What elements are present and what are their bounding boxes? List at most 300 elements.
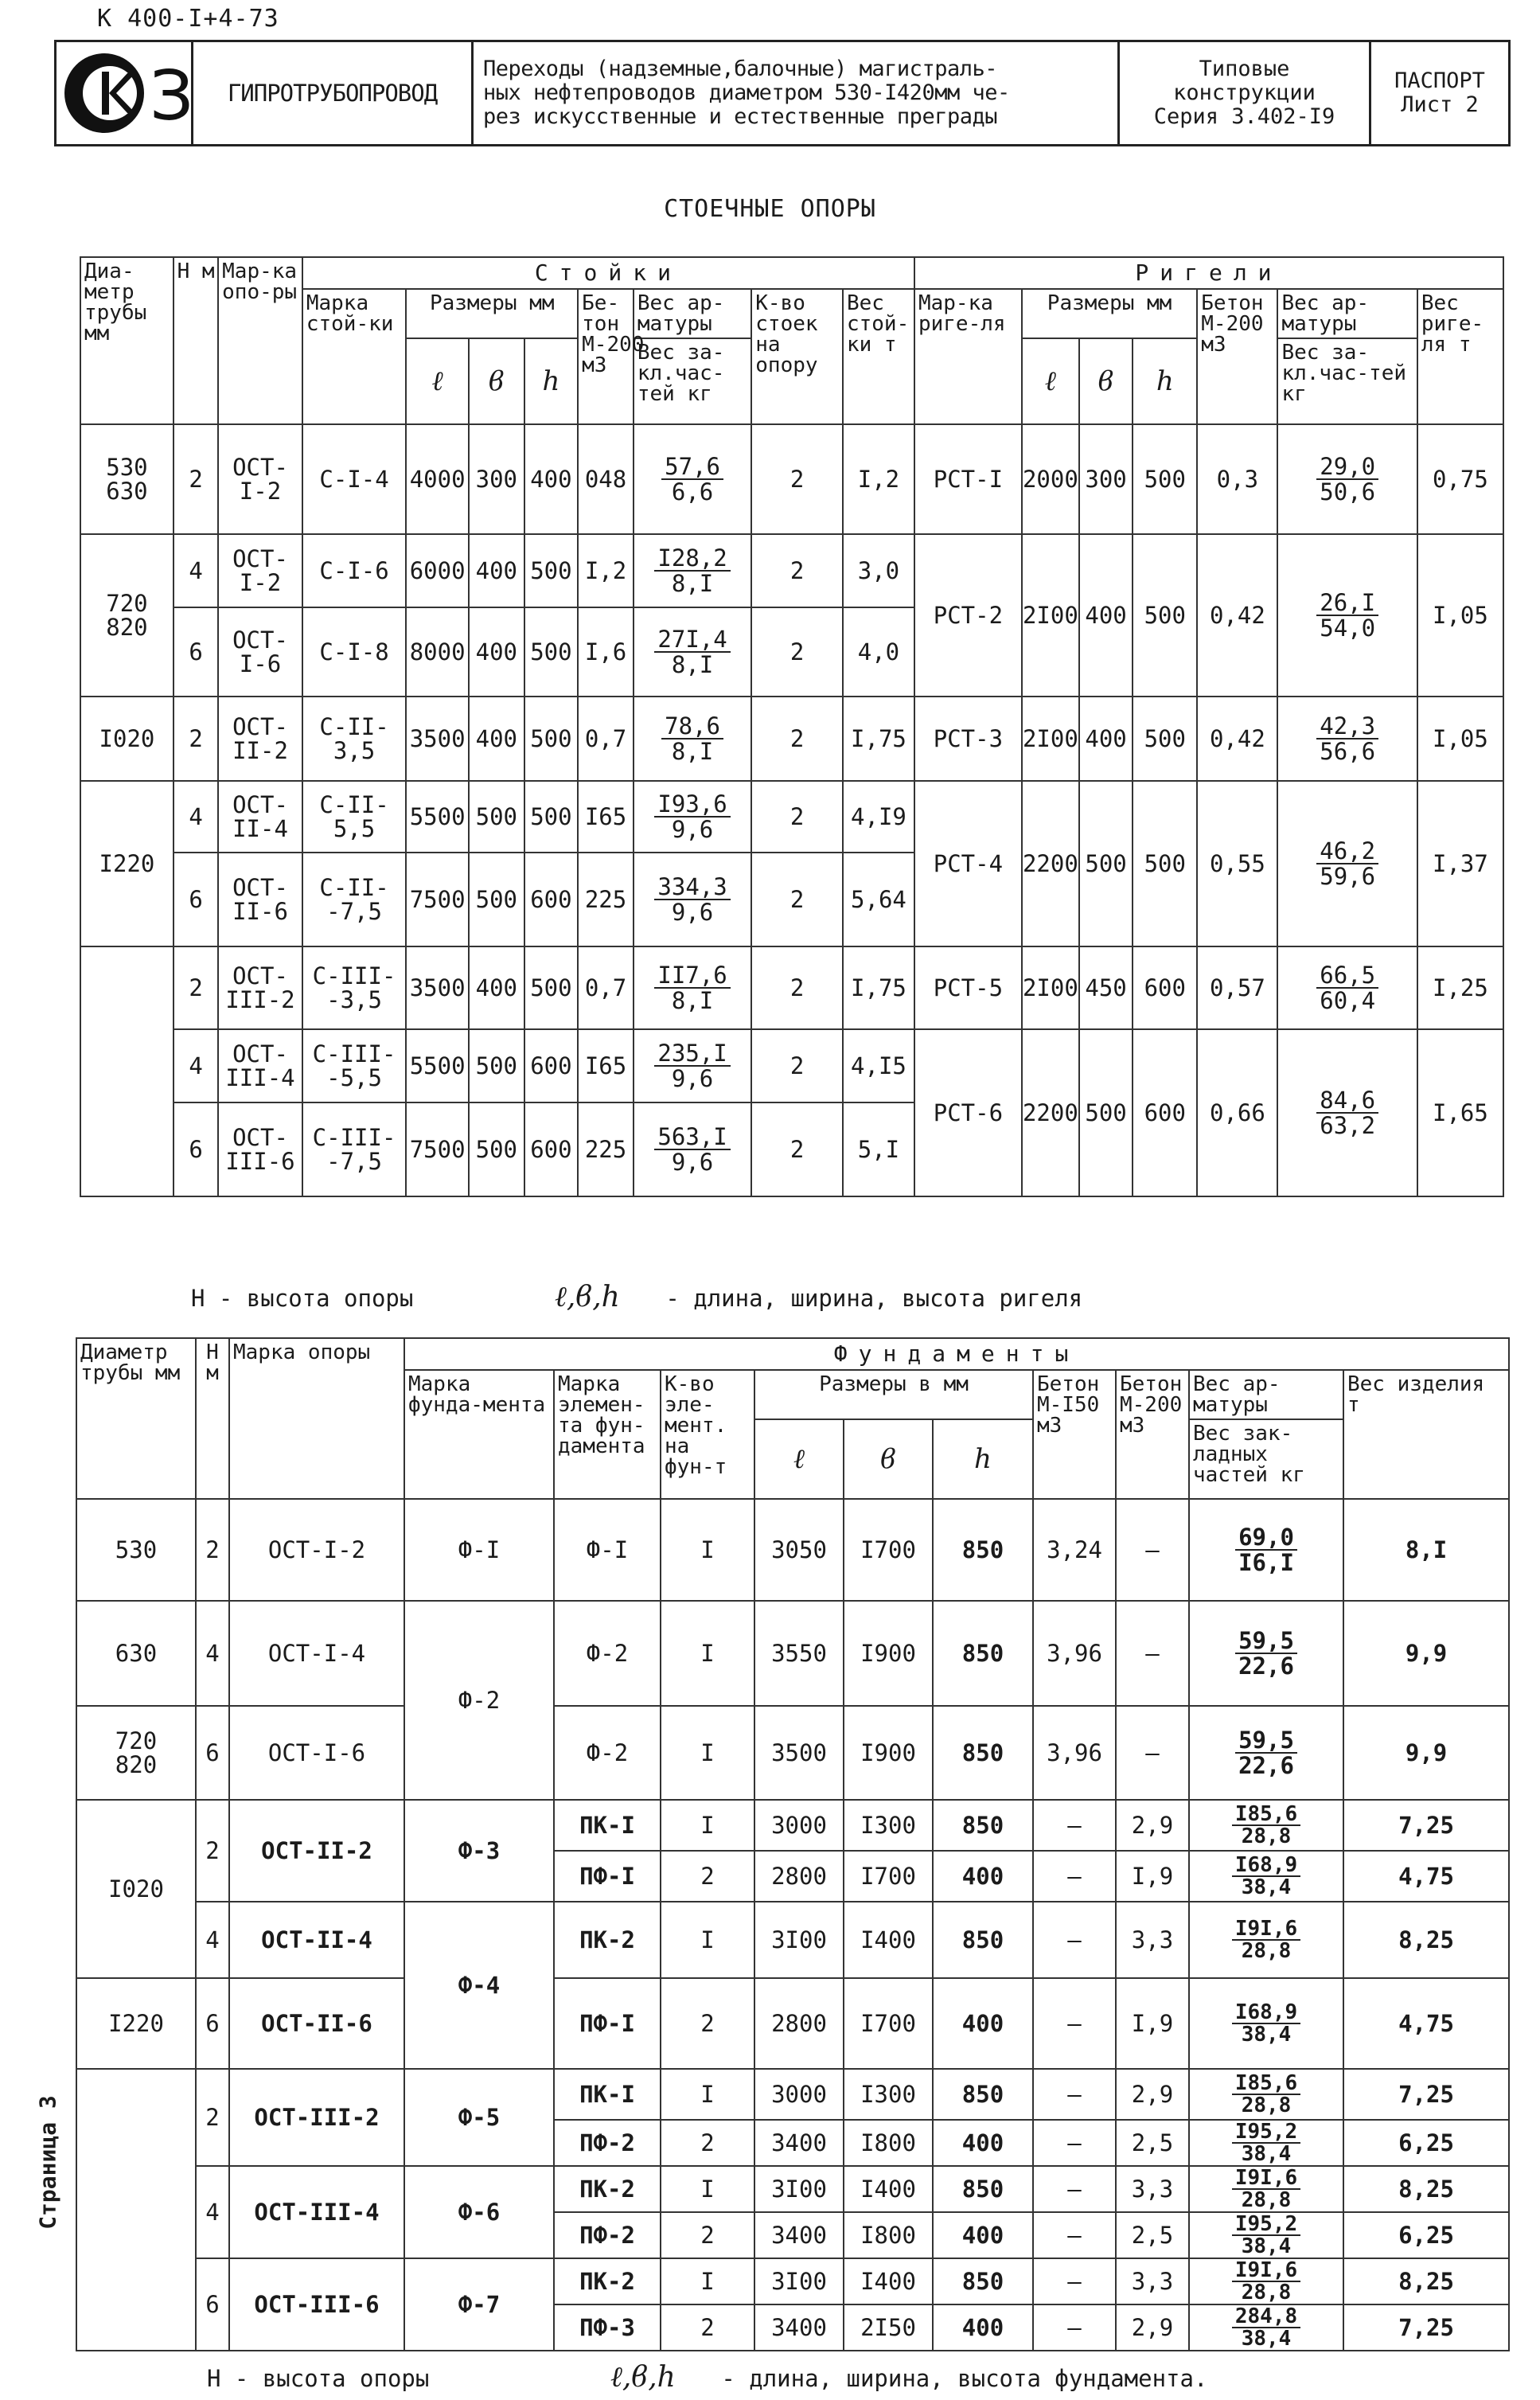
cell-crossbar-width: 450 bbox=[1079, 946, 1133, 1029]
cell-element-count: I bbox=[661, 1800, 754, 1851]
fraction bbox=[1316, 591, 1378, 640]
embedded-weight: 38,4 bbox=[1241, 2234, 1292, 2258]
cell-diameter: I020 bbox=[76, 1800, 196, 1978]
cell-element-mark: ПФ-2 bbox=[554, 2120, 661, 2166]
cell-item-weight: 7,25 bbox=[1343, 2304, 1509, 2351]
rebar-weight: 235,I bbox=[654, 1041, 730, 1067]
rebar-weight: 69,0 bbox=[1235, 1525, 1297, 1551]
rebar-weight: 26,I bbox=[1316, 591, 1378, 616]
cell-element-count: 2 bbox=[661, 2304, 754, 2351]
embedded-weight: 50,6 bbox=[1320, 478, 1376, 505]
cell-column-count: 2 bbox=[751, 697, 843, 781]
cell-support-mark: ОСТ-I-6 bbox=[218, 607, 302, 697]
cell-height: 4 bbox=[173, 534, 218, 607]
cell-rebar-fraction bbox=[634, 1102, 751, 1196]
cell-concrete-150: – bbox=[1033, 1851, 1116, 1902]
col-header-length: ℓ bbox=[754, 1419, 844, 1499]
cell-width: I700 bbox=[844, 1499, 933, 1601]
cell-rebar-fraction bbox=[1189, 1499, 1343, 1601]
cell-h: 600 bbox=[524, 1029, 578, 1102]
cell-height: 2 bbox=[173, 697, 218, 781]
embedded-weight: 59,6 bbox=[1320, 863, 1376, 890]
cell-element-count: 2 bbox=[661, 1851, 754, 1902]
rebar-weight: I9I,6 bbox=[1232, 2260, 1300, 2282]
rebar-weight: I95,2 bbox=[1232, 2214, 1300, 2236]
col-header-embedded-weight: Вес за-кл.час-тей кг bbox=[634, 338, 751, 424]
cell-crossbar-mark: РСТ-3 bbox=[914, 697, 1022, 781]
cell-element-mark: ПК-2 bbox=[554, 2166, 661, 2212]
cell-rebar-fraction bbox=[1189, 1978, 1343, 2069]
col-header-crossbar-concrete: Бетон М-200 м3 bbox=[1197, 289, 1277, 424]
cell-crossbar-concrete: 0,3 bbox=[1197, 424, 1277, 534]
embedded-weight: 38,4 bbox=[1241, 2023, 1292, 2047]
cell-h: 850 bbox=[933, 2069, 1033, 2120]
cell-diameter: 530 bbox=[76, 1499, 196, 1601]
cell-rebar-fraction bbox=[1189, 1800, 1343, 1851]
cell-element-count: I bbox=[661, 1902, 754, 1978]
embedded-weight: 54,0 bbox=[1320, 615, 1376, 642]
cell-element-mark: Ф-2 bbox=[554, 1706, 661, 1800]
rebar-weight: I85,6 bbox=[1232, 1804, 1300, 1826]
cell-rebar-fraction bbox=[1189, 1601, 1343, 1706]
cell-concrete-200: I,9 bbox=[1116, 1851, 1189, 1902]
cell-column-weight: I,75 bbox=[843, 946, 914, 1029]
cell-concrete-200: 2,5 bbox=[1116, 2212, 1189, 2258]
cell-h: 850 bbox=[933, 1800, 1033, 1851]
fraction bbox=[1232, 2121, 1300, 2164]
cell-length: 4000 bbox=[406, 424, 469, 534]
col-header-column-count: К-во стоек на опору bbox=[751, 289, 843, 424]
cell-column-count: 2 bbox=[751, 534, 843, 607]
cell-width: I400 bbox=[844, 2258, 933, 2304]
col-header-diameter: Диа-метр трубы мм bbox=[80, 257, 173, 424]
fraction bbox=[1316, 963, 1378, 1013]
cell-concrete-200: 3,3 bbox=[1116, 1902, 1189, 1978]
cell-column-weight: 4,I5 bbox=[843, 1029, 914, 1102]
cell-width: I300 bbox=[844, 1800, 933, 1851]
cell-rebar-fraction bbox=[1189, 1851, 1343, 1902]
cell-diameter bbox=[76, 2069, 196, 2351]
fraction bbox=[654, 627, 730, 677]
rebar-weight: II7,6 bbox=[654, 963, 730, 989]
cell-element-count: I bbox=[661, 2069, 754, 2120]
cell-concrete-200: – bbox=[1116, 1499, 1189, 1601]
cell-concrete: 225 bbox=[578, 1102, 634, 1196]
embedded-weight: 28,8 bbox=[1241, 2188, 1292, 2212]
logo bbox=[57, 42, 193, 144]
cell-rebar-fraction bbox=[1189, 2258, 1343, 2304]
cell-concrete: 0,7 bbox=[578, 946, 634, 1029]
cell-element-count: 2 bbox=[661, 1978, 754, 2069]
cell-column-count: 2 bbox=[751, 424, 843, 534]
cell-crossbar-rebar-fraction bbox=[1277, 781, 1417, 946]
cell-item-weight: 4,75 bbox=[1343, 1851, 1509, 1902]
cell-concrete-150: – bbox=[1033, 1978, 1116, 2069]
table-row bbox=[76, 2069, 1509, 2120]
cell-width: 400 bbox=[469, 697, 524, 781]
cell-width: 500 bbox=[469, 781, 524, 853]
cell-width: 2I50 bbox=[844, 2304, 933, 2351]
cell-support-mark: ОСТ-II-2 bbox=[229, 1800, 404, 1902]
rebar-weight: 84,6 bbox=[1316, 1088, 1378, 1114]
cell-crossbar-concrete: 0,57 bbox=[1197, 946, 1277, 1029]
cell-column-mark: С-I-8 bbox=[302, 607, 406, 697]
col-header-width: ϐ bbox=[844, 1419, 933, 1499]
cell-column-count: 2 bbox=[751, 1102, 843, 1196]
table-row bbox=[80, 534, 1503, 607]
cell-crossbar-length: 2I00 bbox=[1022, 697, 1079, 781]
cell-crossbar-length: 2200 bbox=[1022, 781, 1079, 946]
col-header-element-mark: Марка элемен-та фун-дамента bbox=[554, 1370, 661, 1499]
cell-diameter: I220 bbox=[76, 1978, 196, 2069]
cell-rebar-fraction bbox=[634, 1029, 751, 1102]
cell-column-weight: I,75 bbox=[843, 697, 914, 781]
cell-height: 6 bbox=[173, 607, 218, 697]
cell-column-weight: 4,0 bbox=[843, 607, 914, 697]
fraction bbox=[1232, 1804, 1300, 1847]
cell-length: 3050 bbox=[754, 1499, 844, 1601]
cell-h: 600 bbox=[524, 1102, 578, 1196]
cell-rebar-fraction bbox=[634, 607, 751, 697]
cell-element-mark: Ф-I bbox=[554, 1499, 661, 1601]
rebar-weight: 59,5 bbox=[1235, 1629, 1297, 1654]
cell-rebar-fraction bbox=[634, 534, 751, 607]
rebar-weight: I68,9 bbox=[1232, 1855, 1300, 1877]
cell-concrete-200: 3,3 bbox=[1116, 2258, 1189, 2304]
cell-crossbar-mark: РСТ-2 bbox=[914, 534, 1022, 697]
cell-diameter: 530 630 bbox=[80, 424, 173, 534]
fraction bbox=[1235, 1728, 1297, 1778]
cell-column-weight: 4,I9 bbox=[843, 781, 914, 853]
rebar-weight: 563,I bbox=[654, 1125, 730, 1150]
cell-crossbar-length: 2200 bbox=[1022, 1029, 1079, 1196]
cell-column-mark: С-II-3,5 bbox=[302, 697, 406, 781]
cell-column-mark: С-I-4 bbox=[302, 424, 406, 534]
col-header-column-weight: Вес стой-ки т bbox=[843, 289, 914, 424]
rebar-weight: I28,2 bbox=[654, 546, 730, 572]
cell-concrete-150: 3,24 bbox=[1033, 1499, 1116, 1601]
fraction bbox=[1316, 1088, 1378, 1138]
cell-element-mark: ПК-2 bbox=[554, 2258, 661, 2304]
cell-h: 500 bbox=[524, 607, 578, 697]
rebar-weight: I68,9 bbox=[1232, 2002, 1300, 2024]
cell-width: 500 bbox=[469, 1029, 524, 1102]
embedded-weight: 6,6 bbox=[671, 478, 714, 505]
cell-rebar-fraction bbox=[634, 781, 751, 853]
cell-height: 6 bbox=[173, 853, 218, 946]
cell-length: 8000 bbox=[406, 607, 469, 697]
fraction bbox=[654, 792, 730, 841]
cell-concrete: 225 bbox=[578, 853, 634, 946]
section-title: СТОЕЧНЫЕ ОПОРЫ bbox=[664, 195, 876, 223]
cell-height: 6 bbox=[196, 1706, 229, 1800]
cell-rebar-fraction bbox=[634, 946, 751, 1029]
cell-width: I700 bbox=[844, 1851, 933, 1902]
cell-width: 500 bbox=[469, 1102, 524, 1196]
fraction bbox=[1235, 1525, 1297, 1575]
embedded-weight: 38,4 bbox=[1241, 1875, 1292, 1899]
cell-column-weight: 5,64 bbox=[843, 853, 914, 946]
table-row bbox=[76, 1978, 1509, 2069]
cell-length: 7500 bbox=[406, 1102, 469, 1196]
col-header-crossbar-rebar: Вес ар-матуры bbox=[1277, 289, 1417, 338]
cell-h: 400 bbox=[933, 2120, 1033, 2166]
legend-dimensions: - длина, ширина, высота ригеля bbox=[665, 1285, 1083, 1312]
side-page-label: Страница 3 bbox=[34, 2095, 61, 2230]
cell-diameter: I020 bbox=[80, 697, 173, 781]
cell-item-weight: 7,25 bbox=[1343, 1800, 1509, 1851]
cell-rebar-fraction bbox=[1189, 1902, 1343, 1978]
cell-length: 3500 bbox=[406, 697, 469, 781]
cell-support-mark: ОСТ-III-4 bbox=[229, 2166, 404, 2258]
fraction bbox=[1316, 714, 1378, 763]
legend-symbols: ℓ,ϐ,h bbox=[610, 2361, 676, 2394]
cell-crossbar-width: 500 bbox=[1079, 1029, 1133, 1196]
cell-crossbar-concrete: 0,55 bbox=[1197, 781, 1277, 946]
cell-item-weight: 7,25 bbox=[1343, 2069, 1509, 2120]
cell-item-weight: 6,25 bbox=[1343, 2120, 1509, 2166]
col-header-sizes: Размеры в мм bbox=[754, 1370, 1033, 1419]
cell-length: 3400 bbox=[754, 2212, 844, 2258]
cell-length: 2800 bbox=[754, 1978, 844, 2069]
cell-column-count: 2 bbox=[751, 946, 843, 1029]
embedded-weight: 60,4 bbox=[1320, 987, 1376, 1014]
cell-column-weight: I,2 bbox=[843, 424, 914, 534]
cell-crossbar-rebar-fraction bbox=[1277, 946, 1417, 1029]
cell-height: 2 bbox=[173, 946, 218, 1029]
cell-crossbar-h: 600 bbox=[1133, 946, 1197, 1029]
cell-crossbar-mark: РСТ-6 bbox=[914, 1029, 1022, 1196]
cell-concrete-200: I,9 bbox=[1116, 1978, 1189, 2069]
cell-element-count: I bbox=[661, 1706, 754, 1800]
cell-length: 3000 bbox=[754, 2069, 844, 2120]
cell-concrete-150: – bbox=[1033, 2120, 1116, 2166]
legend-crossbar bbox=[191, 1280, 1082, 1313]
cell-element-mark: ПК-I bbox=[554, 2069, 661, 2120]
cell-h: 850 bbox=[933, 1499, 1033, 1601]
cell-length: 3500 bbox=[406, 946, 469, 1029]
cell-crossbar-h: 600 bbox=[1133, 1029, 1197, 1196]
fraction bbox=[654, 1125, 730, 1174]
fraction bbox=[1232, 2073, 1300, 2116]
cell-support-mark: ОСТ-III-2 bbox=[218, 946, 302, 1029]
legend-dimensions: - длина, ширина, высота фундамента. bbox=[721, 2365, 1208, 2392]
cell-length: 6000 bbox=[406, 534, 469, 607]
cell-crossbar-h: 500 bbox=[1133, 697, 1197, 781]
cell-h: 500 bbox=[524, 946, 578, 1029]
cell-crossbar-h: 500 bbox=[1133, 534, 1197, 697]
cell-column-mark: С-III--7,5 bbox=[302, 1102, 406, 1196]
cell-height: 4 bbox=[173, 781, 218, 853]
cell-width: I700 bbox=[844, 1978, 933, 2069]
col-header-column-mark: Марка стой-ки bbox=[302, 289, 406, 424]
col-header-width: ϐ bbox=[1079, 338, 1133, 424]
cell-crossbar-width: 500 bbox=[1079, 781, 1133, 946]
cell-height: 2 bbox=[173, 424, 218, 534]
table-row bbox=[80, 946, 1503, 1029]
cell-length: 3400 bbox=[754, 2304, 844, 2351]
cell-rebar-fraction bbox=[634, 853, 751, 946]
title-block bbox=[54, 40, 1511, 146]
cell-support-mark: ОСТ-I-6 bbox=[229, 1706, 404, 1800]
cell-concrete-150: – bbox=[1033, 2166, 1116, 2212]
foundations-table bbox=[76, 1337, 1510, 2351]
embedded-weight: 28,8 bbox=[1241, 2281, 1292, 2304]
cell-crossbar-weight: I,05 bbox=[1417, 534, 1503, 697]
embedded-weight: 8,I bbox=[671, 651, 714, 678]
cell-h: 850 bbox=[933, 1902, 1033, 1978]
cell-crossbar-mark: РСТ-4 bbox=[914, 781, 1022, 946]
col-header-h: h bbox=[933, 1419, 1033, 1499]
cell-height: 2 bbox=[196, 1499, 229, 1601]
embedded-weight: 28,8 bbox=[1241, 1824, 1292, 1848]
cell-support-mark: ОСТ-III-2 bbox=[229, 2069, 404, 2166]
embedded-weight: 9,6 bbox=[671, 816, 714, 843]
supports-table bbox=[80, 256, 1504, 1197]
col-header-rebar-weight: Вес ар-матуры bbox=[634, 289, 751, 338]
cell-item-weight: 8,I bbox=[1343, 1499, 1509, 1601]
title-line: рез искусственные и естественные преграды bbox=[483, 104, 997, 129]
cell-width: I400 bbox=[844, 2166, 933, 2212]
cell-diameter: I220 bbox=[80, 781, 173, 946]
fraction bbox=[1235, 1629, 1297, 1678]
col-header-h: h bbox=[524, 338, 578, 424]
cell-diameter: 720 820 bbox=[80, 534, 173, 697]
legend-height: Н - высота опоры bbox=[207, 2365, 430, 2392]
col-header-crossbar-embedded: Вес за-кл.час-тей кг bbox=[1277, 338, 1417, 424]
cell-concrete-200: 2,9 bbox=[1116, 2304, 1189, 2351]
cell-element-count: I bbox=[661, 1499, 754, 1601]
col-header-element-count: К-во эле-мент. на фун-т bbox=[661, 1370, 754, 1499]
table-row bbox=[76, 2166, 1509, 2212]
table-row bbox=[80, 424, 1503, 534]
cell-column-count: 2 bbox=[751, 853, 843, 946]
cell-foundation-mark: Ф-7 bbox=[404, 2258, 554, 2351]
cell-length: 5500 bbox=[406, 781, 469, 853]
cell-crossbar-rebar-fraction bbox=[1277, 424, 1417, 534]
rebar-weight: 284,8 bbox=[1232, 2306, 1300, 2328]
cell-h: 400 bbox=[933, 2212, 1033, 2258]
fraction bbox=[1232, 2168, 1300, 2211]
cell-height: 2 bbox=[196, 1800, 229, 1902]
cell-column-count: 2 bbox=[751, 607, 843, 697]
cell-concrete-200: 3,3 bbox=[1116, 2166, 1189, 2212]
cell-crossbar-weight: I,37 bbox=[1417, 781, 1503, 946]
embedded-weight: 8,I bbox=[671, 570, 714, 597]
col-header-crossbar-mark: Мар-ка риге-ля bbox=[914, 289, 1022, 424]
cell-support-mark: ОСТ-II-4 bbox=[229, 1902, 404, 1978]
cell-support-mark: ОСТ-I-2 bbox=[218, 534, 302, 607]
cell-crossbar-h: 500 bbox=[1133, 781, 1197, 946]
table-row bbox=[76, 1499, 1509, 1601]
rebar-weight: 59,5 bbox=[1235, 1728, 1297, 1754]
cell-item-weight: 8,25 bbox=[1343, 1902, 1509, 1978]
embedded-weight: 56,6 bbox=[1320, 738, 1376, 765]
table-row bbox=[76, 1902, 1509, 1978]
cell-height: 6 bbox=[173, 1102, 218, 1196]
col-header-crossbar-sizes: Размеры мм bbox=[1022, 289, 1197, 338]
cell-element-count: I bbox=[661, 2166, 754, 2212]
rebar-weight: 42,3 bbox=[1316, 714, 1378, 740]
cell-element-count: 2 bbox=[661, 2212, 754, 2258]
cell-concrete: 048 bbox=[578, 424, 634, 534]
cell-width: I800 bbox=[844, 2212, 933, 2258]
cell-h: 400 bbox=[933, 2304, 1033, 2351]
table-row bbox=[76, 1601, 1509, 1706]
cell-item-weight: 9,9 bbox=[1343, 1601, 1509, 1706]
cell-length: 5500 bbox=[406, 1029, 469, 1102]
cell-rebar-fraction bbox=[1189, 2166, 1343, 2212]
cell-support-mark: ОСТ-I-4 bbox=[229, 1601, 404, 1706]
cell-rebar-fraction bbox=[634, 424, 751, 534]
cell-foundation-mark: Ф-2 bbox=[404, 1601, 554, 1800]
cell-element-mark: ПФ-3 bbox=[554, 2304, 661, 2351]
col-header-concrete-200: Бетон М-200 м3 bbox=[1116, 1370, 1189, 1499]
cell-column-mark: С-III--5,5 bbox=[302, 1029, 406, 1102]
cell-concrete-150: – bbox=[1033, 1800, 1116, 1851]
cell-support-mark: ОСТ-I-2 bbox=[218, 424, 302, 534]
cell-crossbar-h: 500 bbox=[1133, 424, 1197, 534]
cell-column-mark: С-III--3,5 bbox=[302, 946, 406, 1029]
organization-name: ГИПРОТРУБОПРОВОД bbox=[193, 42, 474, 144]
cell-height: 6 bbox=[196, 1978, 229, 2069]
cell-concrete: I65 bbox=[578, 781, 634, 853]
table-row bbox=[80, 1029, 1503, 1102]
cell-diameter: 630 bbox=[76, 1601, 196, 1706]
col-header-width: ϐ bbox=[469, 338, 524, 424]
embedded-weight: 9,6 bbox=[671, 899, 714, 926]
cell-width: 400 bbox=[469, 946, 524, 1029]
col-header-support-mark: Мар-ка опо-ры bbox=[218, 257, 302, 424]
cell-h: 600 bbox=[524, 853, 578, 946]
fraction bbox=[1316, 839, 1378, 888]
cell-width: I900 bbox=[844, 1601, 933, 1706]
cell-crossbar-width: 400 bbox=[1079, 697, 1133, 781]
fraction bbox=[1232, 2002, 1300, 2045]
fraction bbox=[654, 546, 730, 595]
cell-crossbar-concrete: 0,42 bbox=[1197, 534, 1277, 697]
cell-width: 400 bbox=[469, 607, 524, 697]
cell-support-mark: ОСТ-II-2 bbox=[218, 697, 302, 781]
cell-h: 400 bbox=[933, 1978, 1033, 2069]
cell-support-mark: ОСТ-III-4 bbox=[218, 1029, 302, 1102]
cell-crossbar-width: 400 bbox=[1079, 534, 1133, 697]
passport-line: Лист 2 bbox=[1401, 92, 1479, 117]
cell-crossbar-rebar-fraction bbox=[1277, 1029, 1417, 1196]
col-header-concrete-150: Бетон М-I50 м3 bbox=[1033, 1370, 1116, 1499]
cell-crossbar-weight: I,65 bbox=[1417, 1029, 1503, 1196]
col-header-length: ℓ bbox=[406, 338, 469, 424]
cell-column-weight: 3,0 bbox=[843, 534, 914, 607]
cell-length: 3I00 bbox=[754, 2166, 844, 2212]
cell-crossbar-concrete: 0,42 bbox=[1197, 697, 1277, 781]
fraction bbox=[1232, 2214, 1300, 2257]
cell-length: 3000 bbox=[754, 1800, 844, 1851]
cell-h: 500 bbox=[524, 781, 578, 853]
table-row bbox=[80, 697, 1503, 781]
cell-width: I800 bbox=[844, 2120, 933, 2166]
title-line: ных нефтепроводов диаметром 530-I420мм че- bbox=[483, 80, 1010, 105]
fraction bbox=[654, 1041, 730, 1091]
cell-h: 400 bbox=[524, 424, 578, 534]
cell-foundation-mark: Ф-5 bbox=[404, 2069, 554, 2166]
cell-element-mark: ПК-I bbox=[554, 1800, 661, 1851]
cell-item-weight: 8,25 bbox=[1343, 2258, 1509, 2304]
col-header-concrete: Бе-тон М-200 м3 bbox=[578, 289, 634, 424]
cell-concrete: I,6 bbox=[578, 607, 634, 697]
rebar-weight: 78,6 bbox=[661, 714, 723, 740]
logo-letter: З bbox=[149, 57, 193, 136]
